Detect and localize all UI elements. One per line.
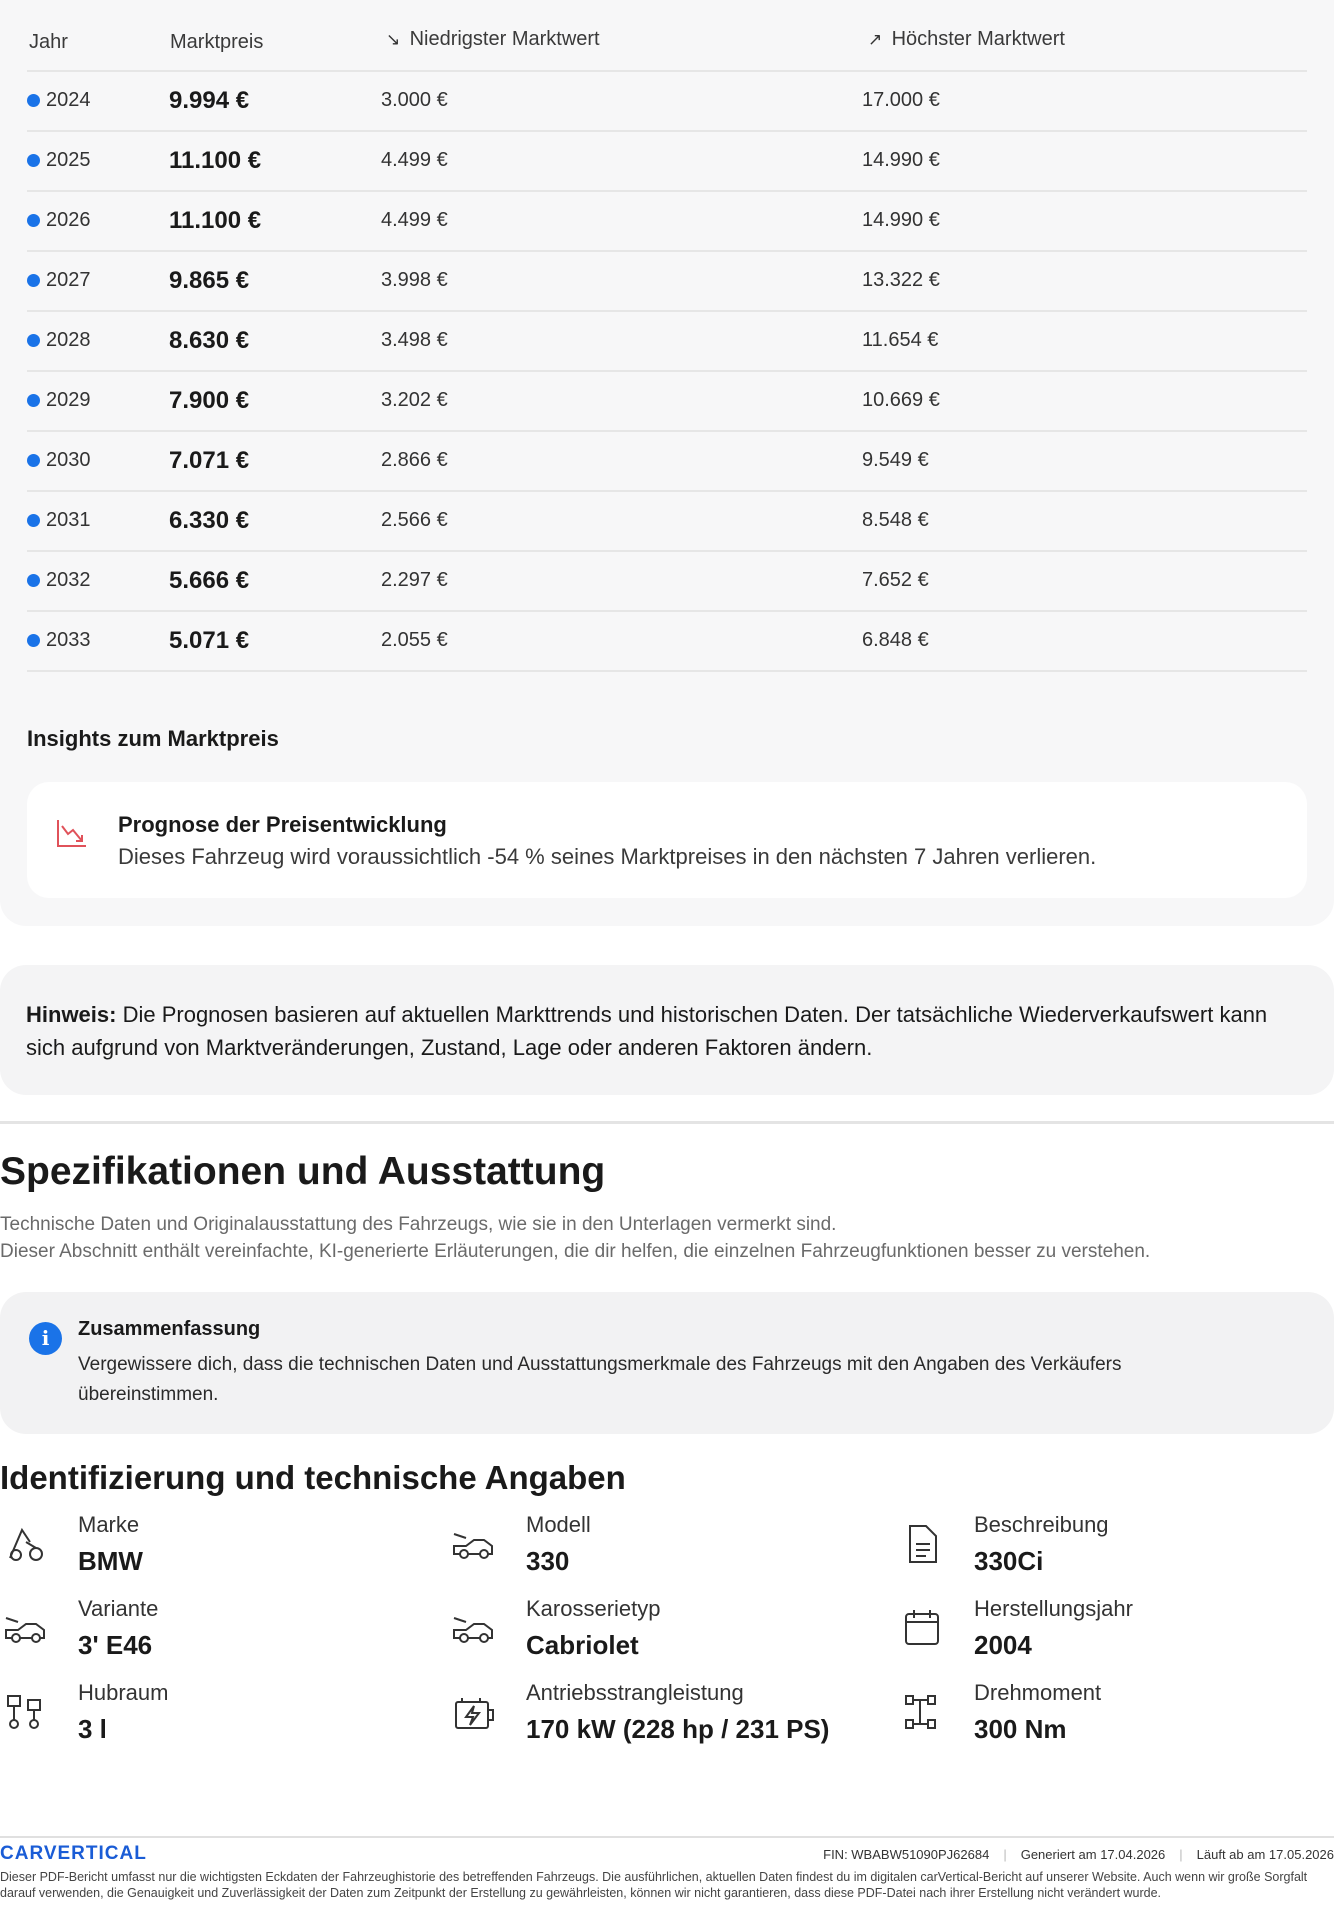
year-value: 2024: [46, 89, 91, 111]
row-year: [27, 149, 91, 172]
arrow-up-right-icon: ↗: [868, 30, 883, 49]
spec-body-type: [448, 1596, 868, 1668]
car-icon: [452, 1522, 496, 1566]
spec-displacement: [0, 1680, 420, 1752]
year-value: 2030: [46, 449, 91, 471]
arrow-down-right-icon: ↘: [386, 30, 401, 49]
disclaimer: Dieser PDF-Bericht umfasst nur die wichtigsten Eckdaten der Fahrzeughistorie des betreffenden Fahrzeugs. Die ausführlichen, aktuellen Daten findest du im digitalen carVertical-Bericht auf unserer Website. Auch wenn wir große Sorgfalt darauf verwenden, die Genauigkeit und Zuverlässigkeit der Daten zum Zeitpunkt der Erstellung zu gewährleisten, können wir nicht garantieren, dass diese PDF-Datei nach ihrer Erstellung nicht verändert wurde.: [0, 1870, 1308, 1900]
row-year: [27, 89, 91, 112]
engine-icon: [4, 1690, 48, 1734]
spec-brand: [0, 1512, 420, 1584]
table-row: [27, 432, 1307, 492]
header-highest-value: [868, 28, 1065, 51]
market-price-value: 7.900 €: [169, 387, 250, 414]
spec-value: 300 Nm: [974, 1714, 1067, 1744]
note-text: [26, 998, 1296, 1064]
note-card: [0, 965, 1334, 1095]
expiry-date: Läuft ab am 17.05.2026: [1196, 1847, 1334, 1862]
market-price-value: 9.994 €: [169, 87, 250, 114]
spec-value: 170 kW (228 hp / 231 PS): [526, 1714, 830, 1744]
row-year: [27, 329, 91, 352]
table-row: [27, 372, 1307, 432]
market-price-value: 11.100 €: [169, 207, 262, 234]
row-year: [27, 569, 91, 592]
spec-label: Marke: [78, 1512, 140, 1537]
bullet-dot-icon: [27, 94, 40, 107]
market-value-table: [27, 14, 1307, 672]
lowest-value: 2.566 €: [381, 509, 448, 531]
highest-value: 6.848 €: [862, 629, 929, 651]
row-year: [27, 389, 91, 412]
lowest-value: 3.498 €: [381, 329, 448, 351]
highest-value: 7.652 €: [862, 569, 929, 591]
market-price-value: 6.330 €: [169, 507, 250, 534]
identification-title: Identifizierung und technische Angaben: [0, 1459, 626, 1496]
row-year: [27, 209, 91, 232]
highest-value: 17.000 €: [862, 89, 940, 111]
bullet-dot-icon: [27, 634, 40, 647]
table-row: [27, 72, 1307, 132]
header-market-price: Marktpreis: [170, 31, 264, 53]
lowest-value: 4.499 €: [381, 149, 448, 171]
drivetrain-icon: [900, 1690, 944, 1734]
bullet-dot-icon: [27, 214, 40, 227]
lowest-value: 2.866 €: [381, 449, 448, 471]
spec-torque: [896, 1680, 1316, 1752]
footer-meta: [823, 1847, 1334, 1862]
spec-value: 330Ci: [974, 1546, 1044, 1576]
separator: |: [1003, 1847, 1007, 1862]
year-value: 2029: [46, 389, 91, 411]
specs-subtitle-1: Technische Daten und Originalausstattung des Fahrzeugs, wie sie in den Unterlagen vermerkt sind.: [0, 1214, 837, 1235]
summary-heading: Zusammenfassung: [78, 1318, 261, 1340]
spec-production-year: [896, 1596, 1316, 1668]
separator: |: [1179, 1847, 1183, 1862]
insight-heading: Prognose der Preisentwicklung: [118, 812, 447, 837]
year-value: 2026: [46, 209, 91, 231]
header-lowest-value: [386, 28, 600, 51]
market-price-value: 9.865 €: [169, 267, 250, 294]
document-icon: [900, 1522, 944, 1566]
year-value: 2033: [46, 629, 91, 651]
spec-value: BMW: [78, 1546, 143, 1576]
highest-value: 9.549 €: [862, 449, 929, 471]
highest-value: 10.669 €: [862, 389, 940, 411]
table-header: [27, 14, 1307, 72]
table-row: [27, 252, 1307, 312]
market-price-value: 5.666 €: [169, 567, 250, 594]
table-row: [27, 132, 1307, 192]
footer-divider: [0, 1836, 1334, 1838]
insight-text: Dieses Fahrzeug wird voraussichtlich -54 % seines Marktpreises in den nächsten 7 Jahren verlieren.: [118, 844, 1097, 869]
header-highest-value-label: Höchster Marktwert: [891, 28, 1065, 50]
trend-down-icon: [55, 816, 89, 850]
insights-title: Insights zum Marktpreis: [27, 726, 279, 751]
table-row: [27, 192, 1307, 252]
year-value: 2027: [46, 269, 91, 291]
lowest-value: 3.998 €: [381, 269, 448, 291]
spec-label: Drehmoment: [974, 1680, 1102, 1705]
spec-label: Hubraum: [78, 1680, 169, 1705]
spec-value: 330: [526, 1546, 570, 1576]
spec-value: 2004: [974, 1630, 1032, 1660]
year-value: 2025: [46, 149, 91, 171]
specs-subtitle-2: Dieser Abschnitt enthält vereinfachte, KI-generierte Erläuterungen, die dir helfen, die einzelnen Fahrzeugfunktionen besser zu verstehen.: [0, 1241, 1151, 1262]
table-row: [27, 492, 1307, 552]
year-value: 2032: [46, 569, 91, 591]
row-year: [27, 509, 91, 532]
summary-card: [0, 1292, 1334, 1434]
spec-value: 3 l: [78, 1714, 107, 1744]
bullet-dot-icon: [27, 574, 40, 587]
car-icon: [4, 1606, 48, 1650]
battery-bolt-icon: [452, 1690, 496, 1734]
summary-text: Vergewissere dich, dass die technischen Daten und Ausstattungsmerkmale des Fahrzeugs mit den Angaben des Verkäufers übereinstimmen.: [78, 1354, 1122, 1405]
spec-variant: [0, 1596, 420, 1668]
spec-description: [896, 1512, 1316, 1584]
table-row: [27, 612, 1307, 672]
price-forecast-insight: [27, 782, 1307, 898]
info-icon: i: [29, 1322, 62, 1355]
spec-label: Antriebsstrangleistung: [526, 1680, 744, 1705]
spec-label: Variante: [78, 1596, 159, 1621]
market-price-value: 5.071 €: [169, 627, 250, 654]
highest-value: 14.990 €: [862, 209, 940, 231]
spec-label: Modell: [526, 1512, 591, 1537]
year-value: 2028: [46, 329, 91, 351]
spec-label: Herstellungsjahr: [974, 1596, 1133, 1621]
spec-label: Beschreibung: [974, 1512, 1109, 1537]
spec-value: 3' E46: [78, 1630, 153, 1660]
row-year: [27, 269, 91, 292]
vin-number: FIN: WBABW51090PJ62684: [823, 1847, 990, 1862]
generated-date: Generiert am 17.04.2026: [1020, 1847, 1166, 1862]
lowest-value: 2.055 €: [381, 629, 448, 651]
market-price-value: 8.630 €: [169, 327, 250, 354]
car-icon: [452, 1606, 496, 1650]
year-value: 2031: [46, 509, 91, 531]
table-row: [27, 552, 1307, 612]
highest-value: 13.322 €: [862, 269, 940, 291]
bullet-dot-icon: [27, 514, 40, 527]
highest-value: 8.548 €: [862, 509, 929, 531]
lowest-value: 3.202 €: [381, 389, 448, 411]
header-lowest-value-label: Niedrigster Marktwert: [409, 28, 600, 50]
lowest-value: 4.499 €: [381, 209, 448, 231]
spec-model: [448, 1512, 868, 1584]
market-price-value: 11.100 €: [169, 147, 262, 174]
note-body: Die Prognosen basieren auf aktuellen Markttrends und historischen Daten. Der tatsächliche Wiederverkaufswert kann sich aufgrund von Marktveränderungen, Zustand, Lage oder anderen Faktoren ändern.: [26, 1002, 1268, 1060]
specs-title: Spezifikationen und Ausstattung: [0, 1150, 606, 1193]
section-divider: [0, 1121, 1334, 1124]
bullet-dot-icon: [27, 454, 40, 467]
bullet-dot-icon: [27, 274, 40, 287]
bullet-dot-icon: [27, 154, 40, 167]
row-year: [27, 449, 91, 472]
table-row: [27, 312, 1307, 372]
highest-value: 14.990 €: [862, 149, 940, 171]
spec-power: [448, 1680, 868, 1752]
lowest-value: 3.000 €: [381, 89, 448, 111]
market-price-value: 7.071 €: [169, 447, 250, 474]
calendar-icon: [900, 1606, 944, 1650]
market-value-card: [0, 0, 1334, 926]
brand-icon: [4, 1522, 48, 1566]
note-label: Hinweis:: [26, 1002, 117, 1027]
highest-value: 11.654 €: [862, 329, 939, 351]
bullet-dot-icon: [27, 334, 40, 347]
header-year: Jahr: [29, 31, 68, 53]
bullet-dot-icon: [27, 394, 40, 407]
carvertical-logo: CARVERTICAL: [0, 1843, 147, 1864]
row-year: [27, 629, 91, 652]
spec-value: Cabriolet: [526, 1630, 639, 1660]
spec-label: Karosserietyp: [526, 1596, 661, 1621]
lowest-value: 2.297 €: [381, 569, 448, 591]
